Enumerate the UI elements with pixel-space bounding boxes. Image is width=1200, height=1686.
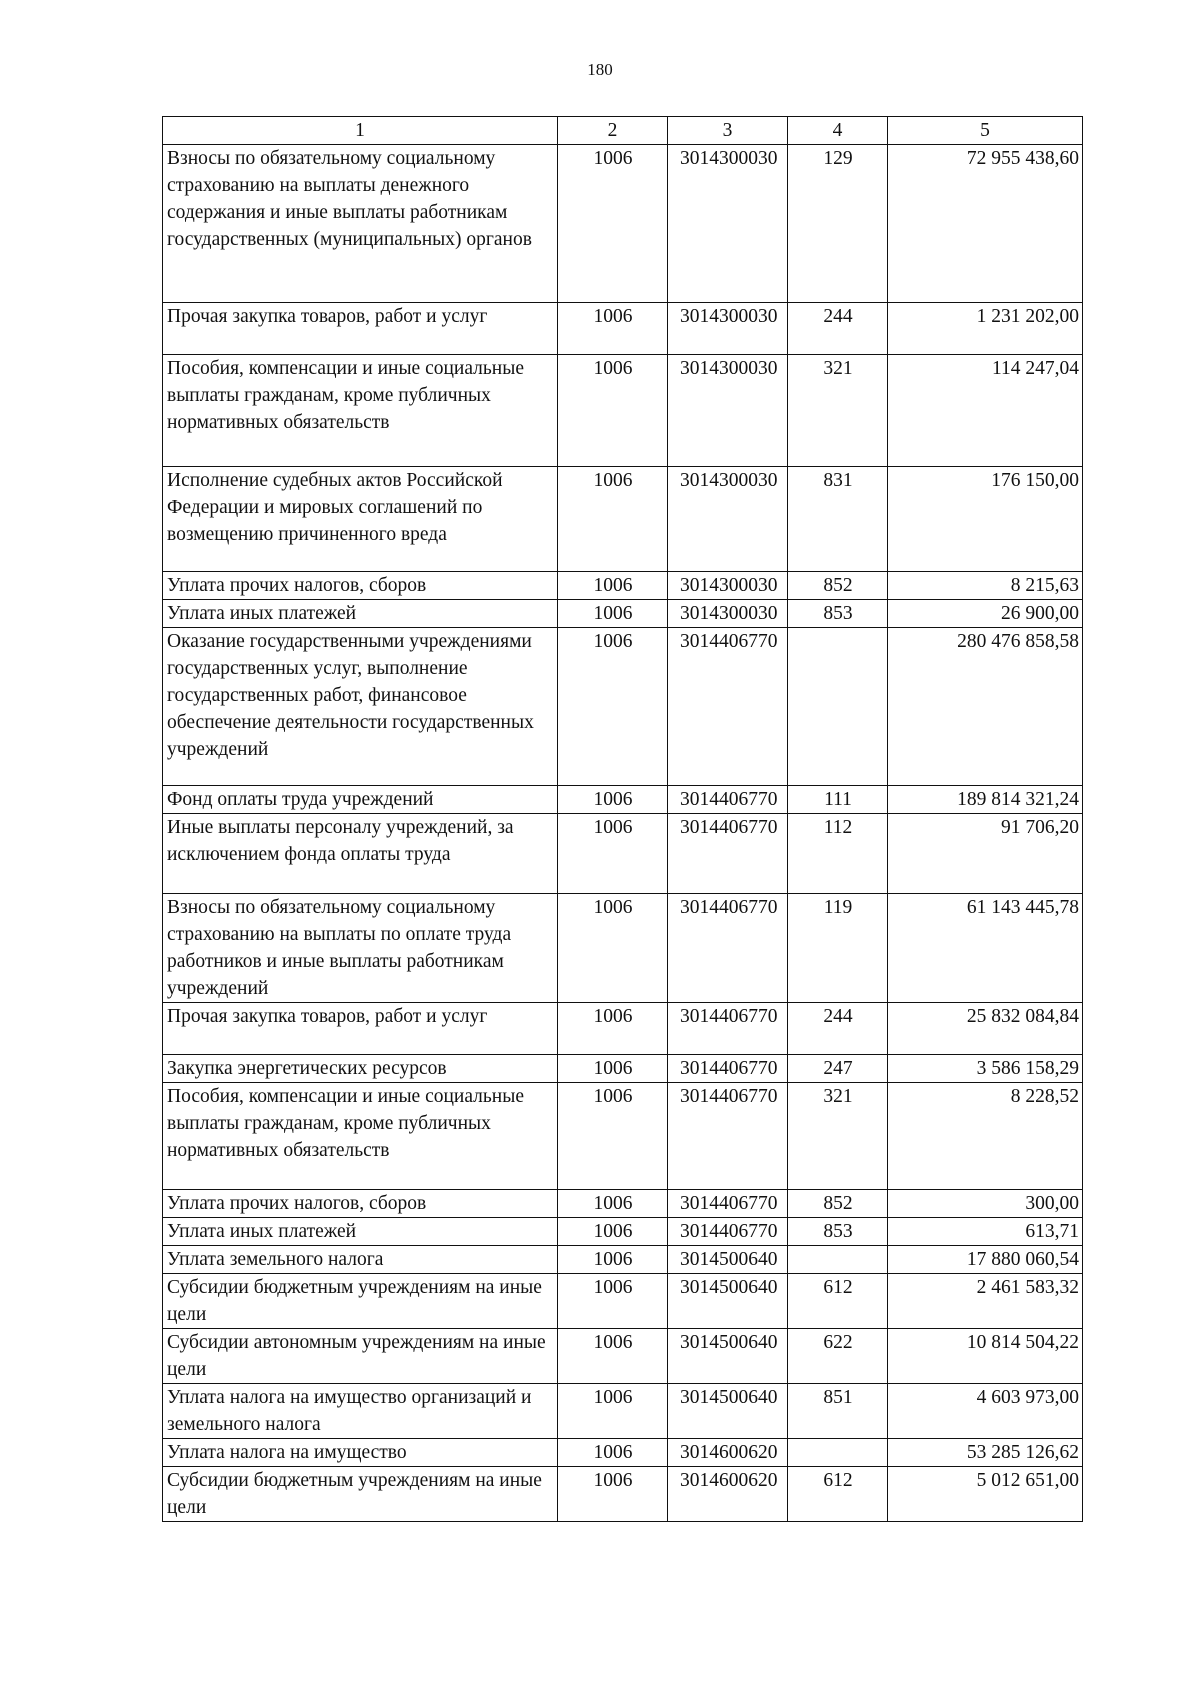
amount-value: 3 586 158,29 bbox=[888, 1055, 1083, 1083]
row-name: Субсидии бюджетным учреждениям на иные цели bbox=[163, 1467, 558, 1522]
expense-type: 321 bbox=[788, 355, 888, 467]
section-code: 1006 bbox=[558, 600, 668, 628]
expense-type: 129 bbox=[788, 145, 888, 303]
row-name: Прочая закупка товаров, работ и услуг bbox=[163, 303, 558, 355]
section-code: 1006 bbox=[558, 786, 668, 814]
expense-type: 247 bbox=[788, 1055, 888, 1083]
expense-type: 622 bbox=[788, 1329, 888, 1384]
table-row bbox=[163, 600, 1083, 628]
table-row bbox=[163, 572, 1083, 600]
target-code: 3014300030 bbox=[668, 355, 788, 467]
amount-value: 280 476 858,58 bbox=[888, 628, 1083, 786]
amount-value: 25 832 084,84 bbox=[888, 1003, 1083, 1055]
column-header: 3 bbox=[668, 117, 788, 145]
target-code: 3014300030 bbox=[668, 145, 788, 303]
section-code: 1006 bbox=[558, 1384, 668, 1439]
amount-value: 176 150,00 bbox=[888, 467, 1083, 572]
row-name: Уплата прочих налогов, сборов bbox=[163, 572, 558, 600]
section-code: 1006 bbox=[558, 303, 668, 355]
row-name: Субсидии бюджетным учреждениям на иные цели bbox=[163, 1274, 558, 1329]
table-row bbox=[163, 1439, 1083, 1467]
expense-type: 612 bbox=[788, 1467, 888, 1522]
target-code: 3014600620 bbox=[668, 1467, 788, 1522]
table-row bbox=[163, 894, 1083, 1003]
section-code: 1006 bbox=[558, 572, 668, 600]
amount-value: 1 231 202,00 bbox=[888, 303, 1083, 355]
table-row bbox=[163, 1218, 1083, 1246]
section-code: 1006 bbox=[558, 1055, 668, 1083]
expense-type: 853 bbox=[788, 1218, 888, 1246]
section-code: 1006 bbox=[558, 1274, 668, 1329]
row-name: Уплата иных платежей bbox=[163, 600, 558, 628]
table-row bbox=[163, 1055, 1083, 1083]
table-row bbox=[163, 1274, 1083, 1329]
expense-type: 852 bbox=[788, 1190, 888, 1218]
section-code: 1006 bbox=[558, 1439, 668, 1467]
row-name: Субсидии автономным учреждениям на иные цели bbox=[163, 1329, 558, 1384]
amount-value: 61 143 445,78 bbox=[888, 894, 1083, 1003]
expense-type: 244 bbox=[788, 303, 888, 355]
table-row bbox=[163, 145, 1083, 303]
expense-type bbox=[788, 1246, 888, 1274]
amount-value: 26 900,00 bbox=[888, 600, 1083, 628]
amount-value: 114 247,04 bbox=[888, 355, 1083, 467]
amount-value: 613,71 bbox=[888, 1218, 1083, 1246]
section-code: 1006 bbox=[558, 1246, 668, 1274]
row-name: Уплата прочих налогов, сборов bbox=[163, 1190, 558, 1218]
table-row bbox=[163, 1384, 1083, 1439]
amount-value: 8 228,52 bbox=[888, 1083, 1083, 1190]
amount-value: 8 215,63 bbox=[888, 572, 1083, 600]
column-header: 5 bbox=[888, 117, 1083, 145]
table-row bbox=[163, 467, 1083, 572]
section-code: 1006 bbox=[558, 1329, 668, 1384]
row-name: Взносы по обязательному социальному страхованию на выплаты денежного содержания и иные выплаты работникам государственных (муниципальных) органов bbox=[163, 145, 558, 303]
target-code: 3014500640 bbox=[668, 1246, 788, 1274]
expense-type: 112 bbox=[788, 814, 888, 894]
table-row bbox=[163, 1190, 1083, 1218]
expense-type: 244 bbox=[788, 1003, 888, 1055]
table-row bbox=[163, 1246, 1083, 1274]
expense-type: 853 bbox=[788, 600, 888, 628]
page-number: 180 bbox=[587, 60, 613, 79]
expense-type bbox=[788, 628, 888, 786]
row-name: Уплата иных платежей bbox=[163, 1218, 558, 1246]
row-name: Пособия, компенсации и иные социальные выплаты гражданам, кроме публичных нормативных обязательств bbox=[163, 1083, 558, 1190]
target-code: 3014500640 bbox=[668, 1384, 788, 1439]
amount-value: 300,00 bbox=[888, 1190, 1083, 1218]
expense-type: 612 bbox=[788, 1274, 888, 1329]
amount-value: 91 706,20 bbox=[888, 814, 1083, 894]
target-code: 3014600620 bbox=[668, 1439, 788, 1467]
row-name: Фонд оплаты труда учреждений bbox=[163, 786, 558, 814]
expense-type bbox=[788, 1439, 888, 1467]
target-code: 3014300030 bbox=[668, 303, 788, 355]
target-code: 3014300030 bbox=[668, 572, 788, 600]
expense-type: 119 bbox=[788, 894, 888, 1003]
amount-value: 4 603 973,00 bbox=[888, 1384, 1083, 1439]
section-code: 1006 bbox=[558, 355, 668, 467]
target-code: 3014300030 bbox=[668, 600, 788, 628]
table-row bbox=[163, 1003, 1083, 1055]
section-code: 1006 bbox=[558, 814, 668, 894]
section-code: 1006 bbox=[558, 1003, 668, 1055]
row-name: Закупка энергетических ресурсов bbox=[163, 1055, 558, 1083]
table-header-row bbox=[163, 117, 1083, 145]
amount-value: 2 461 583,32 bbox=[888, 1274, 1083, 1329]
section-code: 1006 bbox=[558, 1218, 668, 1246]
expense-type: 111 bbox=[788, 786, 888, 814]
budget-table bbox=[162, 116, 1083, 1522]
table-row bbox=[163, 1467, 1083, 1522]
table-row bbox=[163, 786, 1083, 814]
target-code: 3014406770 bbox=[668, 894, 788, 1003]
amount-value: 10 814 504,22 bbox=[888, 1329, 1083, 1384]
target-code: 3014406770 bbox=[668, 1083, 788, 1190]
table-row bbox=[163, 628, 1083, 786]
column-header: 1 bbox=[163, 117, 558, 145]
row-name: Прочая закупка товаров, работ и услуг bbox=[163, 1003, 558, 1055]
row-name: Уплата земельного налога bbox=[163, 1246, 558, 1274]
table-row bbox=[163, 303, 1083, 355]
amount-value: 53 285 126,62 bbox=[888, 1439, 1083, 1467]
target-code: 3014300030 bbox=[668, 467, 788, 572]
section-code: 1006 bbox=[558, 467, 668, 572]
target-code: 3014406770 bbox=[668, 1190, 788, 1218]
expense-type: 851 bbox=[788, 1384, 888, 1439]
expense-type: 321 bbox=[788, 1083, 888, 1190]
target-code: 3014500640 bbox=[668, 1274, 788, 1329]
target-code: 3014406770 bbox=[668, 1055, 788, 1083]
row-name: Пособия, компенсации и иные социальные выплаты гражданам, кроме публичных нормативных обязательств bbox=[163, 355, 558, 467]
amount-value: 5 012 651,00 bbox=[888, 1467, 1083, 1522]
target-code: 3014406770 bbox=[668, 1218, 788, 1246]
table-row bbox=[163, 355, 1083, 467]
target-code: 3014406770 bbox=[668, 786, 788, 814]
table-row bbox=[163, 814, 1083, 894]
column-header: 2 bbox=[558, 117, 668, 145]
amount-value: 189 814 321,24 bbox=[888, 786, 1083, 814]
section-code: 1006 bbox=[558, 145, 668, 303]
section-code: 1006 bbox=[558, 1083, 668, 1190]
row-name: Иные выплаты персоналу учреждений, за исключением фонда оплаты труда bbox=[163, 814, 558, 894]
section-code: 1006 bbox=[558, 628, 668, 786]
row-name: Уплата налога на имущество bbox=[163, 1439, 558, 1467]
expense-type: 852 bbox=[788, 572, 888, 600]
section-code: 1006 bbox=[558, 894, 668, 1003]
row-name: Взносы по обязательному социальному страхованию на выплаты по оплате труда работников и иные выплаты работникам учреждений bbox=[163, 894, 558, 1003]
row-name: Оказание государственными учреждениями государственных услуг, выполнение государственных работ, финансовое обеспечение деятельности государственных учреждений bbox=[163, 628, 558, 786]
target-code: 3014500640 bbox=[668, 1329, 788, 1384]
row-name: Уплата налога на имущество организаций и земельного налога bbox=[163, 1384, 558, 1439]
column-header: 4 bbox=[788, 117, 888, 145]
target-code: 3014406770 bbox=[668, 628, 788, 786]
expense-type: 831 bbox=[788, 467, 888, 572]
target-code: 3014406770 bbox=[668, 1003, 788, 1055]
table-row bbox=[163, 1329, 1083, 1384]
amount-value: 72 955 438,60 bbox=[888, 145, 1083, 303]
table-row bbox=[163, 1083, 1083, 1190]
target-code: 3014406770 bbox=[668, 814, 788, 894]
section-code: 1006 bbox=[558, 1467, 668, 1522]
section-code: 1006 bbox=[558, 1190, 668, 1218]
row-name: Исполнение судебных актов Российской Федерации и мировых соглашений по возмещению причиненного вреда bbox=[163, 467, 558, 572]
amount-value: 17 880 060,54 bbox=[888, 1246, 1083, 1274]
